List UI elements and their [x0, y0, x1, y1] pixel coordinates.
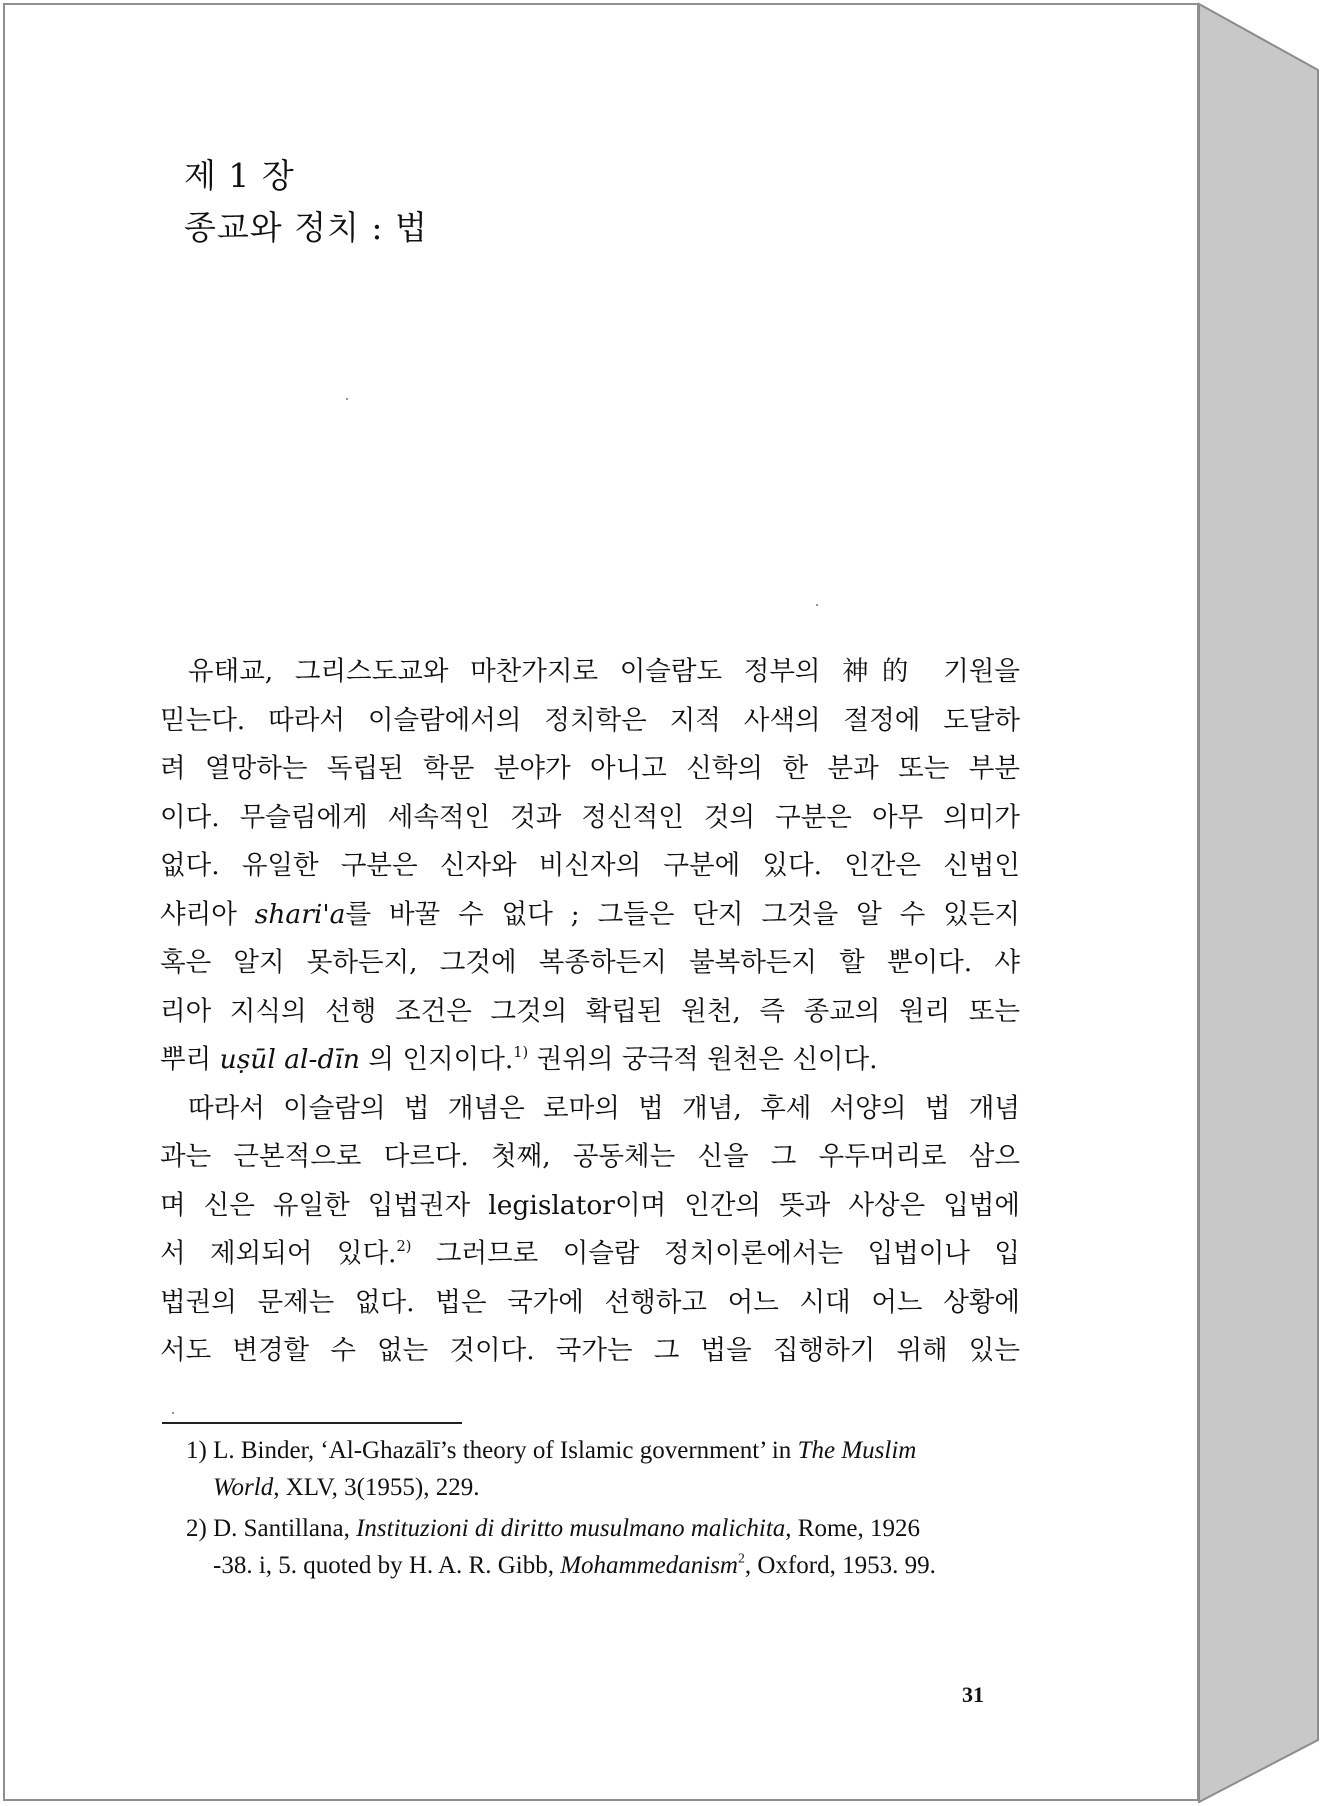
- footnote-text: , Rome, 1926: [785, 1515, 921, 1542]
- text-run: 의 인지이다.: [360, 1044, 514, 1075]
- footnote-2: [186, 1510, 1021, 1584]
- page-number: 31: [962, 1682, 984, 1707]
- text-line: 서도 변경할 수 없는 것이다. 국가는 그 법을 집행하기 위해 있는: [160, 1335, 1020, 1366]
- footnote-superscript: 2: [737, 1550, 745, 1566]
- footnote-text: L. Binder, ‘Al-Ghazālī’s theory of Islamic government’ in: [213, 1437, 798, 1464]
- footnote-line: [186, 1469, 1021, 1506]
- footnote-ref-1: 1): [513, 1044, 529, 1062]
- text-line: 리아 지식의 선행 조건은 그것의 확립된 원천, 즉 종교의 원리 또는: [160, 995, 1020, 1027]
- text-run: 를 바꿀 수 없다 ; 그들은 단지 그것을 알 수 있든지: [345, 898, 1020, 930]
- text-line: 려 열망하는 독립된 학문 분야가 아니고 신학의 한 분과 또는 부분: [160, 753, 1020, 784]
- text-line: [160, 1036, 1020, 1085]
- footnote-title: The Muslim: [797, 1437, 917, 1464]
- footnote-ref-2: 2): [396, 1238, 412, 1256]
- footnote-title: Instituzioni di diritto musulmano malichita: [356, 1515, 786, 1542]
- text-line: 법권의 문제는 없다. 법은 국가에 선행하고 어느 시대 어느 상황에: [160, 1286, 1020, 1318]
- text-line: 혹은 알지 못하든지, 그것에 복종하든지 불복하든지 할 뿐이다. 샤: [160, 947, 1020, 978]
- chapter-heading: [184, 150, 428, 254]
- text-line: 유태교, 그리스도교와 마찬가지로 이슬람도 정부의 神的 기원을: [188, 656, 1020, 687]
- text-run: 샤리아: [160, 898, 255, 930]
- footnote-divider: [162, 1422, 462, 1424]
- text-line: 며 신은 유일한 입법권자 legislator이며 인간의 뜻과 사상은 입법에: [160, 1189, 1020, 1221]
- text-line: 과는 근본적으로 다르다. 첫째, 공동체는 신을 그 우두머리로 삼으: [160, 1141, 1020, 1172]
- scan-speck: [172, 1412, 174, 1414]
- footnote-text: , Oxford, 1953. 99.: [744, 1552, 936, 1579]
- text-line: [160, 1230, 1020, 1279]
- footnote-marker: 1): [186, 1437, 207, 1464]
- chapter-number: 제 1 장: [184, 156, 295, 195]
- footnote-text: , XLV, 3(1955), 229.: [273, 1474, 480, 1501]
- chapter-title: 종교와 정치 : 법: [184, 208, 428, 247]
- text-line: 따라서 이슬람의 법 개념은 로마의 법 개념, 후세 서양의 법 개념: [188, 1092, 1020, 1124]
- body-text: [160, 648, 1020, 1376]
- footnotes: [186, 1432, 1021, 1588]
- term-usul-al-din: uṣūl al-dīn: [219, 1044, 360, 1075]
- scan-speck: [346, 398, 348, 400]
- footnote-text: D. Santillana,: [213, 1515, 357, 1542]
- footnote-line: [186, 1547, 1021, 1584]
- text-run: 권위의 궁극적 원천은 신이다.: [528, 1044, 878, 1075]
- footnote-line: [186, 1432, 1021, 1469]
- text-line: 이다. 무슬림에게 세속적인 것과 정신적인 것의 구분은 아무 의미가: [160, 801, 1020, 833]
- footnote-1: [186, 1432, 1021, 1506]
- text-run: 뿌리: [160, 1044, 220, 1075]
- scan-speck: [816, 604, 818, 606]
- footnote-title: World: [213, 1474, 274, 1501]
- text-line: 없다. 유일한 구분은 신자와 비신자의 구분에 있다. 인간은 신법인: [160, 850, 1020, 881]
- text-line: 믿는다. 따라서 이슬람에서의 정치학은 지적 사색의 절정에 도달하: [160, 704, 1020, 736]
- footnote-marker: 2): [186, 1515, 207, 1542]
- text-line: [160, 891, 1020, 940]
- term-sharia: shari'a: [254, 898, 346, 930]
- text-run: 그러므로 이슬람 정치이론에서는 입법이나 입: [411, 1238, 1021, 1269]
- footnote-title: Mohammedanism: [560, 1552, 738, 1579]
- text-run: 서 제외되어 있다.: [160, 1238, 397, 1269]
- footnote-line: [186, 1510, 1021, 1547]
- footnote-text: -38. i, 5. quoted by H. A. R. Gibb,: [213, 1552, 561, 1579]
